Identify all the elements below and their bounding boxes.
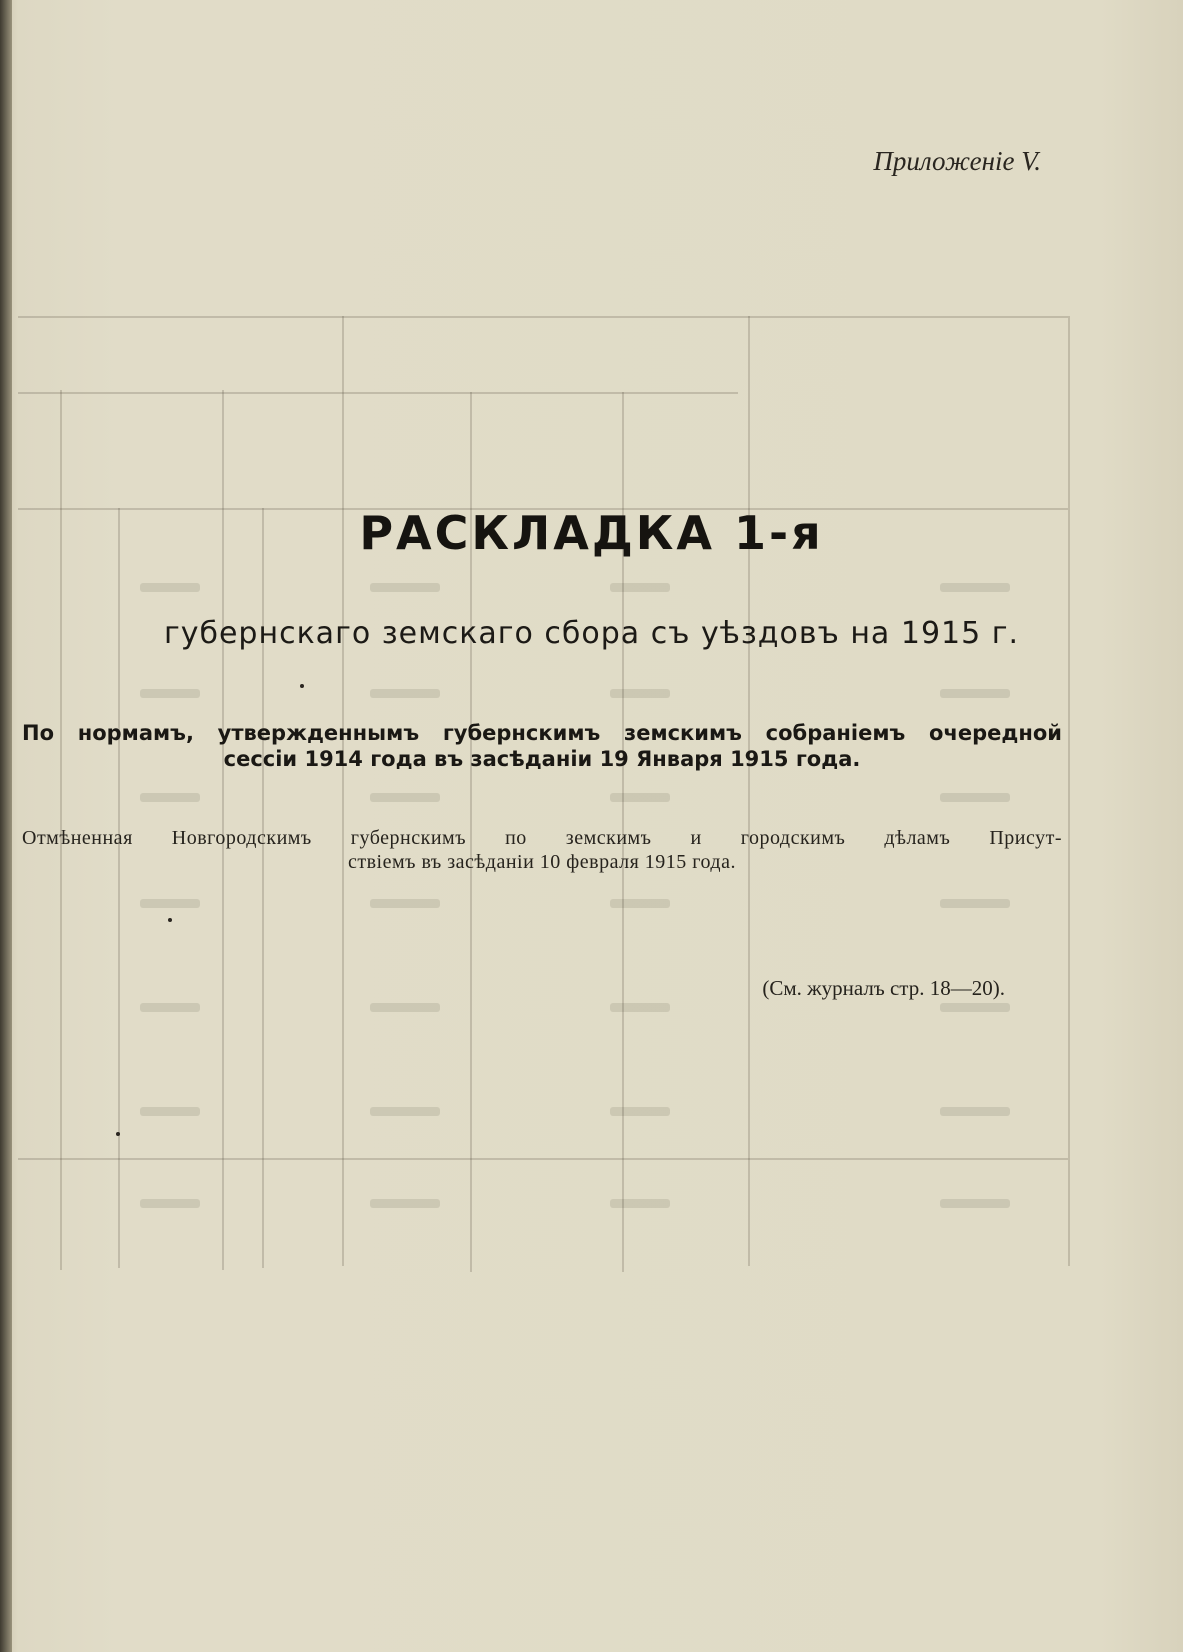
- cancellation-paragraph: [22, 826, 1062, 874]
- print-speck: [168, 918, 172, 922]
- page-subtitle: губернскаго земскаго сбора съ уѣздовъ на 1915 г.: [163, 616, 1020, 651]
- appendix-label: Приложеніе V.: [873, 146, 1041, 176]
- journal-reference: (См. журналъ стр. 18—20).: [762, 976, 1005, 1000]
- print-speck: [116, 1132, 120, 1136]
- book-spine-shadow: [0, 0, 12, 1652]
- page-title: РАСКЛАДКА 1-я: [359, 506, 824, 560]
- norms-line-1: По нормамъ, утвержденнымъ губернскимъ земскимъ собраніемъ очередной: [22, 721, 1062, 745]
- cancellation-line-2: ствіемъ въ засѣданіи 10 февраля 1915 года.: [347, 851, 736, 873]
- norms-paragraph: [22, 720, 1062, 772]
- print-speck: [300, 684, 304, 688]
- norms-line-2: сессіи 1914 года въ засѣданіи 19 Января 1915 года.: [223, 747, 861, 771]
- cancellation-line-1: Отмѣненная Новгородскимъ губернскимъ по земскимъ и городскимъ дѣламъ Присут-: [22, 827, 1062, 849]
